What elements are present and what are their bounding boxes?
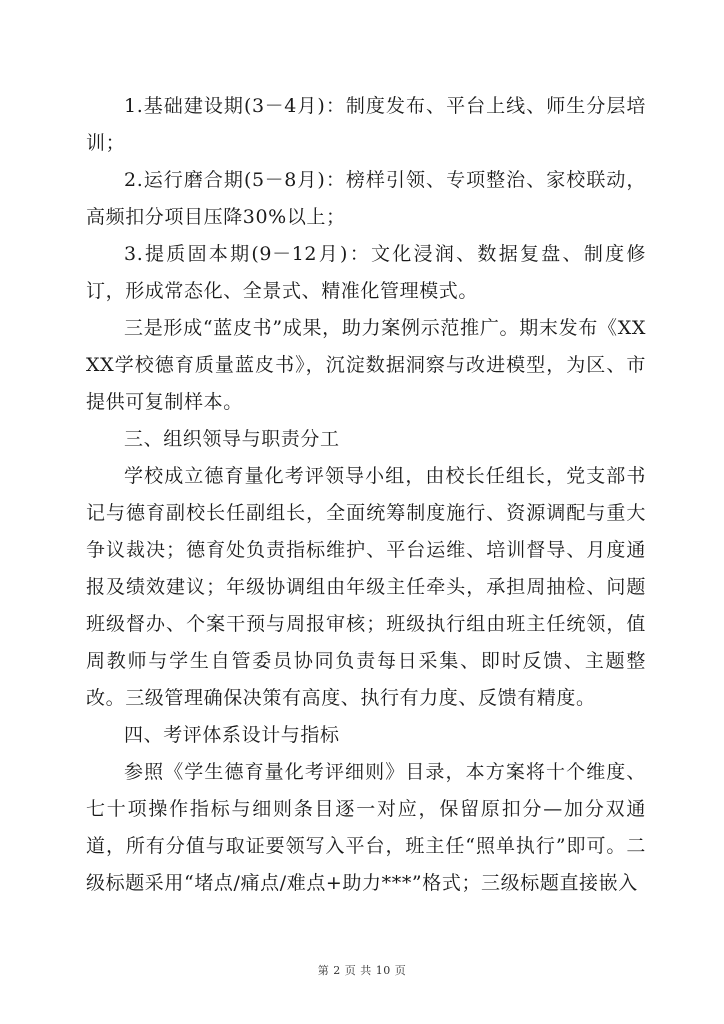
phase-2-item: 2.运行磨合期(5－8月)：榜样引领、专项整治、家校联动，高频扣分项目压降30%以上； <box>86 169 646 228</box>
organization-paragraph: 学校成立德育量化考评领导小组，由校长任组长，党支部书记与德育副校长任副组长，全面统筹制度施行、资源调配与重大争议裁决；德育处负责指标维护、平台运维、培训督导、月度通报及绩效建议；年级协调组由年级主任牵头，承担周抽检、问题班级督办、个案干预与周报审核；班级执行组由班主任统领，值周教师与学生自管委员协同负责每日采集、即时反馈、主题整改。三级管理确保决策有高度、执行有力度、反馈有精度。 <box>86 465 646 709</box>
evaluation-system-paragraph: 参照《学生德育量化考评细则》目录，本方案将十个维度、七十项操作指标与细则条目逐一对应，保留原扣分—加分双通道，所有分值与取证要领写入平台，班主任“照单执行”即可。二级标题采用“堵点/痛点/难点+助力***”格式；三级标题直接嵌入 <box>86 761 646 894</box>
bluebook-paragraph: 三是形成“蓝皮书”成果，助力案例示范推广。期末发布《XXXX学校德育质量蓝皮书》，沉淀数据洞察与改进模型，为区、市提供可复制样本。 <box>86 317 646 413</box>
document-body <box>86 88 646 902</box>
section-4-heading: 四、考评体系设计与指标 <box>124 724 340 746</box>
page-number-footer: 第 2 页 共 10 页 <box>317 964 407 977</box>
phase-3-item: 3.提质固本期(9－12月)：文化浸润、数据复盘、制度修订，形成常态化、全景式、精准化管理模式。 <box>86 243 646 302</box>
section-3-heading: 三、组织领导与职责分工 <box>124 428 340 450</box>
phase-1-item: 1.基础建设期(3－4月)：制度发布、平台上线、师生分层培训； <box>86 95 646 154</box>
